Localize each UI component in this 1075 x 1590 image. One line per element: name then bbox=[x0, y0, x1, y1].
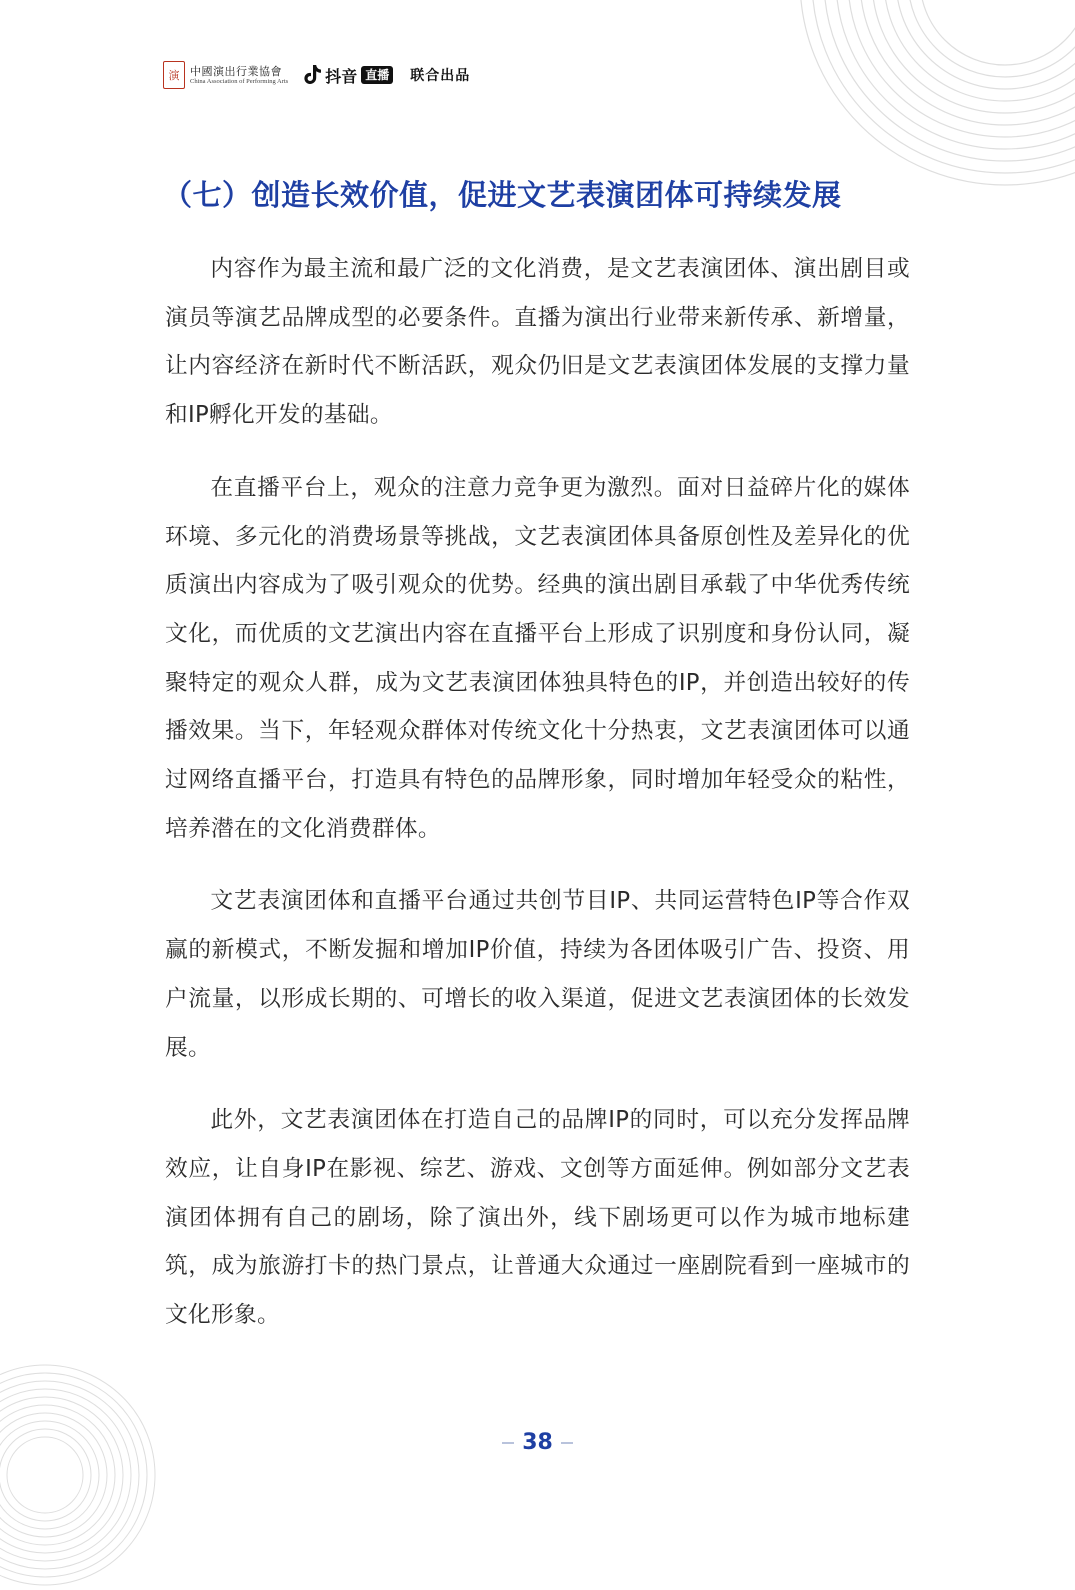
paragraph: 文艺表演团体和直播平台通过共创节目IP、共同运营特色IP等合作双赢的新模式，不断发掘和增加IP价值，持续为各团体吸引广告、投资、用户流量，以形成长期的、可增长的收入渠道，促进文艺表演团体的长效发展。 bbox=[165, 888, 910, 1061]
association-seal-char: 演 bbox=[168, 68, 180, 82]
page-number-dash-right bbox=[561, 1442, 573, 1444]
page-number: 38 bbox=[522, 1430, 553, 1455]
page-number-footer bbox=[0, 1430, 1075, 1455]
douyin-brand-text: 抖音 bbox=[325, 66, 358, 86]
douyin-note-icon bbox=[304, 64, 322, 86]
section-title: （七）创造长效价值，促进文艺表演团体可持续发展 bbox=[163, 178, 842, 212]
paragraph: 此外，文艺表演团体在打造自己的品牌IP的同时，可以充分发挥品牌效应，让自身IP在影视、综艺、游戏、文创等方面延伸。例如部分文艺表演团体拥有自己的剧场，除了演出外，线下剧场更可以作为城市地标建筑，成为旅游打卡的热门景点，让普通大众通过一座剧院看到一座城市的文化形象。 bbox=[165, 1107, 910, 1329]
decorative-circles-top-right bbox=[795, 0, 1075, 190]
association-name-en: China Association of Performing Arts bbox=[190, 77, 289, 85]
live-badge: 直播 bbox=[361, 66, 393, 84]
header-logos bbox=[163, 58, 470, 92]
body-content bbox=[165, 245, 910, 1364]
page-number-dash-left bbox=[502, 1442, 514, 1444]
joint-production-label: 联合出品 bbox=[410, 68, 471, 84]
association-seal-icon bbox=[163, 61, 185, 89]
paragraph: 在直播平台上，观众的注意力竞争更为激烈。面对日益碎片化的媒体环境、多元化的消费场景等挑战，文艺表演团体具备原创性及差异化的优质演出内容成为了吸引观众的优势。经典的演出剧目承载了中华优秀传统文化，而优质的文艺演出内容在直播平台上形成了识别度和身份认同，凝聚特定的观众人群，成为文艺表演团体独具特色的IP，并创造出较好的传播效果。当下，年轻观众群体对传统文化十分热衷，文艺表演团体可以通过网络直播平台，打造具有特色的品牌形象，同时增加年轻受众的粘性，培养潜在的文化消费群体。 bbox=[165, 474, 910, 842]
association-name-cn: 中國演出行業協會 bbox=[190, 64, 282, 78]
paragraph: 内容作为最主流和最广泛的文化消费，是文艺表演团体、演出剧目或演员等演艺品牌成型的必要条件。直播为演出行业带来新传承、新增量，让内容经济在新时代不断活跃，观众仍旧是文艺表演团体发展的支撑力量和IP孵化开发的基础。 bbox=[165, 256, 910, 429]
douyin-live-logo bbox=[304, 64, 393, 87]
association-logo-text bbox=[190, 65, 288, 86]
decorative-circles-bottom-left bbox=[0, 1360, 160, 1590]
